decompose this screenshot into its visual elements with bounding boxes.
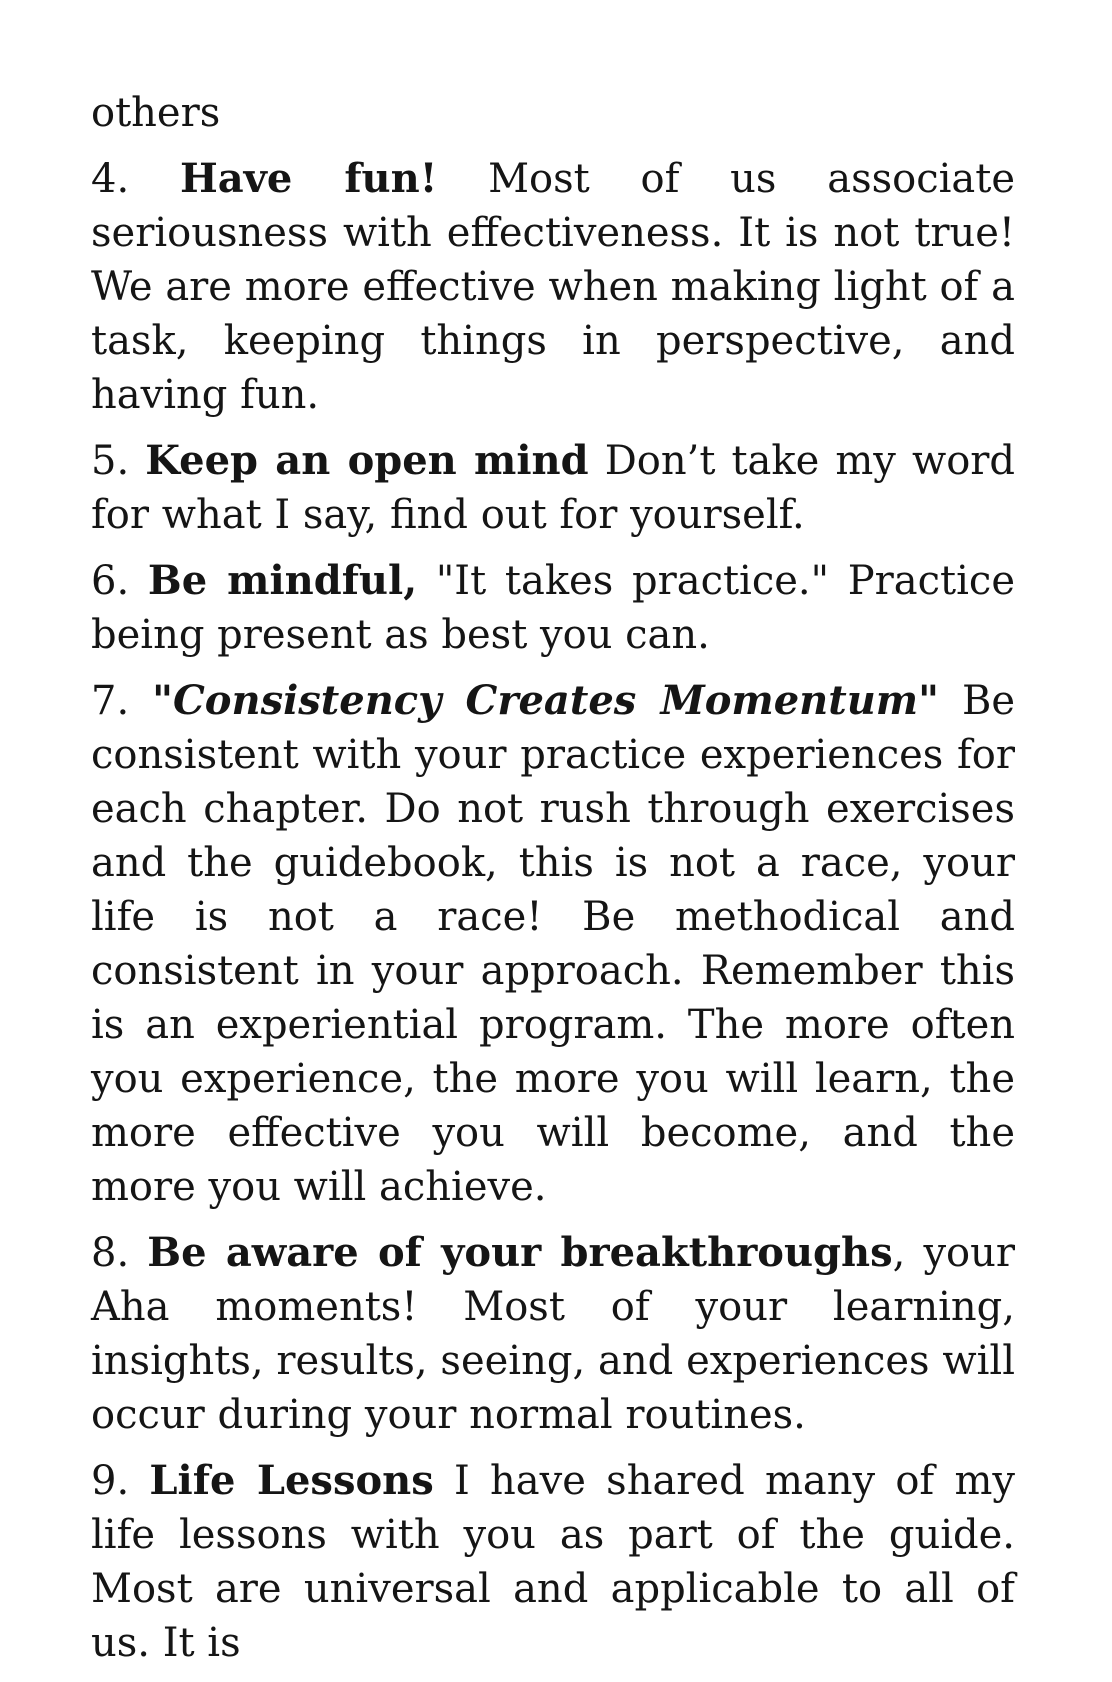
- item-term: Be mindful,: [147, 557, 418, 604]
- item-text: Be consistent with your practice experiences for each chapter. Do not rush through exercises and the guidebook, this is not a race, your life is not a race! Be methodical and consistent in your approach. Remember this is an experiential program. The more often you experience, the more you will learn, the more effective you will become, and the more you will achieve.: [91, 678, 1016, 1210]
- list-item-5: [91, 434, 1015, 542]
- item-number: 8.: [91, 1230, 130, 1276]
- item-term: Life Lessons: [149, 1457, 434, 1504]
- list-item-8: [91, 1226, 1015, 1442]
- list-item-7: [91, 674, 1015, 1214]
- item-text: Most of us associate seriousness with effectiveness. It is not true! We are more effective when making light of a task, keeping things in perspective, and having fun.: [91, 156, 1015, 418]
- item-number: 4.: [91, 156, 130, 202]
- item-number: 5.: [91, 438, 130, 484]
- item-text: Don’t take my word for what I say, find out for yourself.: [91, 438, 1016, 538]
- item-number: 9.: [91, 1458, 130, 1504]
- list-item-6: [91, 554, 1015, 662]
- item-term: "Consistency Creates Momentum": [152, 677, 939, 724]
- item-number: 7.: [91, 678, 130, 724]
- item-text: , your Aha moments! Most of your learning, insights, results, seeing, and experiences will occur during your normal routines.: [91, 1230, 1015, 1438]
- item-number: 6.: [91, 558, 130, 604]
- item-term: Keep an open mind: [145, 437, 589, 484]
- list-item-9: [91, 1454, 1015, 1670]
- document-page: [91, 86, 1015, 1682]
- list-item-4: [91, 152, 1015, 422]
- item-text: I have shared many of my life lessons with you as part of the guide. Most are universal and applicable to all of us. It is: [91, 1458, 1015, 1666]
- item-text: "It takes practice." Practice being present as best you can.: [91, 558, 1015, 658]
- intro-text: others: [91, 90, 221, 136]
- item-term: Be aware of your breakthroughs: [147, 1229, 893, 1276]
- item-term: Have fun!: [179, 155, 438, 202]
